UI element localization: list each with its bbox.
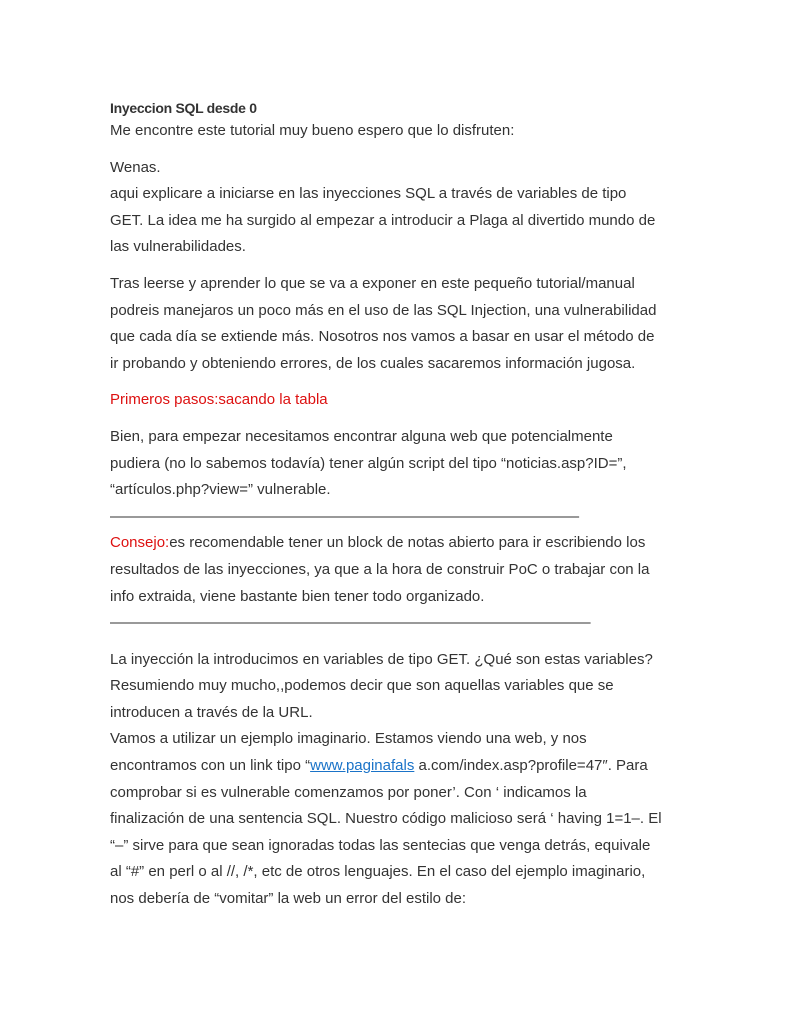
paragraph-line: resultados de las inyecciones, ya que a la hora de construir PoC o trabajar con la (110, 560, 650, 578)
intro-line: Me encontre este tutorial muy bueno espero que lo disfruten: (110, 122, 515, 139)
paragraph-line: Tras leerse y aprender lo que se va a exponer en este pequeño tutorial/manual (110, 274, 635, 292)
tip-text: es recomendable tener un block de notas abierto para ir escribiendo los (169, 534, 646, 552)
separator-line: ———————————————————————————————— (110, 507, 579, 525)
paragraph-line: “–” sirve para que sean ignoradas todas las sentecias que venga detrás, equivale (110, 836, 651, 854)
paragraph-line: “artículos.php?view=” vulnerable. (110, 481, 331, 499)
paragraph-line: La inyección la introducimos en variables de tipo GET. ¿Qué son estas variables? (110, 650, 653, 668)
paragraph-line: ir probando y obteniendo errores, de los cuales sacaremos información jugosa. (110, 354, 636, 372)
section-heading: Primeros pasos:sacando la tabla (110, 391, 328, 409)
paragraph-line: Resumiendo muy mucho,,podemos decir que son aquellas variables que se (110, 677, 614, 695)
paragraph-line: al “#” en perl o al //, /*, etc de otros lenguajes. En el caso del ejemplo imaginario, (110, 863, 646, 881)
paragraph-line: nos debería de “vomitar” la web un error del estilo de: (110, 890, 467, 908)
paragraph-line: GET. La idea me ha surgido al empezar a introducir a Plaga al divertido mundo de (110, 211, 656, 229)
paragraph-line: comprobar si es vulnerable comenzamos por poner’. Con ‘ indicamos la (110, 783, 587, 801)
paragraph-line: pudiera (no lo sabemos todavía) tener algún script del tipo “noticias.asp?ID=”, (110, 454, 627, 472)
paragraph-line-with-link (110, 753, 690, 780)
paragraph-line: finalización de una sentencia SQL. Nuestro código malicioso será ‘ having 1=1–. El (110, 810, 662, 828)
document-title: Inyeccion SQL desde 0 (110, 100, 257, 116)
text-span: a.com/index.asp?profile=47″. Para (414, 757, 648, 775)
document-body (110, 98, 690, 913)
paragraph-line: aqui explicare a iniciarse en las inyecciones SQL a través de variables de tipo (110, 185, 627, 203)
paragraph-line: las vulnerabilidades. (110, 238, 246, 256)
paragraph-line: info extraida, viene bastante bien tener todo organizado. (110, 587, 485, 605)
text-span: encontramos con un link tipo “ (110, 757, 311, 775)
example-link[interactable]: www.paginafals (310, 757, 415, 775)
greeting: Wenas. (110, 158, 161, 176)
tip-line (110, 530, 690, 557)
separator-line: ————————————————————————————————— (110, 614, 591, 632)
paragraph-line: introducen a través de la URL. (110, 703, 313, 721)
tip-label: Consejo: (110, 534, 170, 552)
paragraph-line: que cada día se extiende más. Nosotros nos vamos a basar en usar el método de (110, 328, 655, 346)
paragraph-line: Vamos a utilizar un ejemplo imaginario. Estamos viendo una web, y nos (110, 730, 587, 748)
paragraph-line: podreis manejaros un poco más en el uso de las SQL Injection, una vulnerabilidad (110, 301, 657, 319)
paragraph-line: Bien, para empezar necesitamos encontrar alguna web que potencialmente (110, 427, 613, 445)
